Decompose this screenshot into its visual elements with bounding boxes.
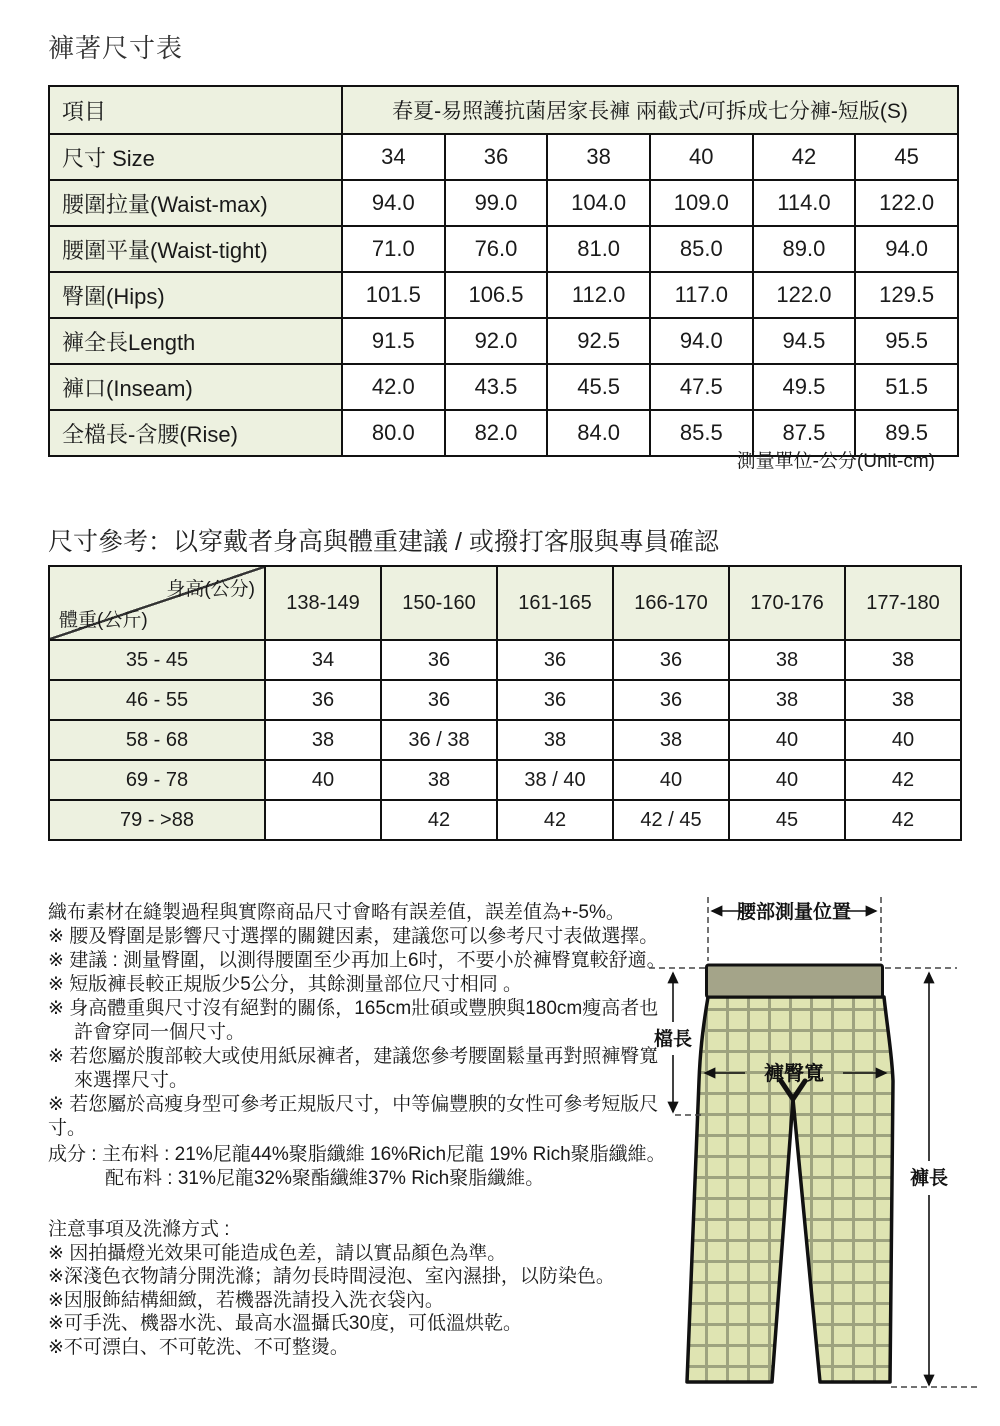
size-cell: 36 bbox=[381, 680, 497, 720]
value-cell: 94.0 bbox=[650, 318, 753, 364]
pants-outline bbox=[687, 997, 893, 1382]
pants-measurement-diagram bbox=[645, 885, 1000, 1426]
size-cell: 42 bbox=[845, 760, 961, 800]
table-row bbox=[49, 640, 961, 680]
value-cell: 101.5 bbox=[342, 272, 445, 318]
value-cell: 129.5 bbox=[855, 272, 958, 318]
value-cell: 94.0 bbox=[342, 180, 445, 226]
value-cell: 45 bbox=[855, 134, 958, 180]
value-cell: 36 bbox=[445, 134, 548, 180]
height-col-header: 170-176 bbox=[729, 566, 845, 640]
waistband bbox=[707, 965, 883, 997]
value-cell: 112.0 bbox=[547, 272, 650, 318]
note-line: ※ 若您屬於高瘦身型可參考正規版尺寸，中等偏豐腴的女性可參考短版尺寸。 bbox=[48, 1094, 659, 1139]
value-cell: 45.5 bbox=[547, 364, 650, 410]
table-row bbox=[49, 760, 961, 800]
row-label: 臀圍(Hips) bbox=[49, 272, 342, 318]
care-item: ※可手洗、機器水洗、最高水溫攝氏30度，可低溫烘乾。 bbox=[48, 1313, 523, 1334]
value-cell: 71.0 bbox=[342, 226, 445, 272]
size-cell: 36 bbox=[613, 640, 729, 680]
table-row bbox=[49, 566, 961, 640]
weight-axis-label: 體重(公斤) bbox=[59, 610, 148, 631]
value-cell: 95.5 bbox=[855, 318, 958, 364]
weight-range: 35 - 45 bbox=[49, 640, 265, 680]
size-cell: 40 bbox=[729, 760, 845, 800]
size-cell: 38 bbox=[845, 640, 961, 680]
sizing-notes bbox=[48, 901, 678, 1141]
size-cell: 34 bbox=[265, 640, 381, 680]
value-cell: 92.5 bbox=[547, 318, 650, 364]
table-row bbox=[49, 272, 958, 318]
note-line: 織布素材在縫製過程與實際商品尺寸會略有誤差值，誤差值為+-5%。 bbox=[48, 902, 625, 923]
pants-length-label: 褲長 bbox=[909, 1168, 949, 1189]
value-cell: 80.0 bbox=[342, 410, 445, 456]
page-title: 褲著尺寸表 bbox=[48, 33, 184, 63]
value-cell: 89.5 bbox=[855, 410, 958, 456]
size-cell: 38 bbox=[729, 680, 845, 720]
value-cell: 85.5 bbox=[650, 410, 753, 456]
value-cell: 106.5 bbox=[445, 272, 548, 318]
value-cell: 42.0 bbox=[342, 364, 445, 410]
table-row bbox=[49, 720, 961, 760]
size-cell: 38 bbox=[381, 760, 497, 800]
reference-table bbox=[48, 565, 962, 841]
row-label: 腰圍拉量(Waist-max) bbox=[49, 180, 342, 226]
size-cell: 38 bbox=[845, 680, 961, 720]
value-cell: 91.5 bbox=[342, 318, 445, 364]
size-cell: 36 bbox=[497, 640, 613, 680]
size-cell: 36 bbox=[613, 680, 729, 720]
note-line: 許會穿同一個尺寸。 bbox=[74, 1022, 246, 1043]
value-cell: 47.5 bbox=[650, 364, 753, 410]
size-cell: 38 bbox=[265, 720, 381, 760]
size-cell: 42 bbox=[381, 800, 497, 840]
value-cell: 34 bbox=[342, 134, 445, 180]
value-cell: 85.0 bbox=[650, 226, 753, 272]
value-cell: 40 bbox=[650, 134, 753, 180]
value-cell: 87.5 bbox=[753, 410, 856, 456]
reference-section-title: 尺寸參考：以穿戴者身高與體重建議 / 或撥打客服與專員確認 bbox=[48, 528, 719, 556]
weight-range: 79 - >88 bbox=[49, 800, 265, 840]
height-col-header: 166-170 bbox=[613, 566, 729, 640]
care-item: ※ 因拍攝燈光效果可能造成色差，請以實品顏色為準。 bbox=[48, 1242, 507, 1264]
size-cell: 42 bbox=[845, 800, 961, 840]
unit-note: 測量單位-公分(Unit-cm) bbox=[736, 451, 935, 472]
size-cell: 40 bbox=[845, 720, 961, 760]
size-cell: 40 bbox=[613, 760, 729, 800]
hip-width-label: 褲臀寬 bbox=[764, 1063, 824, 1085]
value-cell: 43.5 bbox=[445, 364, 548, 410]
value-cell: 99.0 bbox=[445, 180, 548, 226]
size-cell: 38 bbox=[613, 720, 729, 760]
size-table-item-header: 項目 bbox=[49, 86, 342, 134]
note-line: ※ 身高體重與尺寸沒有絕對的關係，165cm壯碩或豐腴與180cm瘦高者也 bbox=[48, 998, 659, 1019]
value-cell: 38 bbox=[547, 134, 650, 180]
weight-range: 46 - 55 bbox=[49, 680, 265, 720]
value-cell: 122.0 bbox=[753, 272, 856, 318]
size-cell: 42 / 45 bbox=[613, 800, 729, 840]
value-cell: 104.0 bbox=[547, 180, 650, 226]
value-cell: 122.0 bbox=[855, 180, 958, 226]
height-axis-label: 身高(公分) bbox=[166, 579, 255, 600]
size-cell: 36 bbox=[497, 680, 613, 720]
table-row bbox=[49, 800, 961, 840]
diagonal-header-cell bbox=[49, 566, 265, 640]
height-col-header: 150-160 bbox=[381, 566, 497, 640]
size-cell: 38 bbox=[497, 720, 613, 760]
value-cell: 94.5 bbox=[753, 318, 856, 364]
size-cell: 36 / 38 bbox=[381, 720, 497, 760]
value-cell: 82.0 bbox=[445, 410, 548, 456]
table-row bbox=[49, 134, 958, 180]
value-cell: 114.0 bbox=[753, 180, 856, 226]
care-item: ※不可漂白、不可乾洗、不可整燙。 bbox=[48, 1336, 349, 1358]
weight-range: 58 - 68 bbox=[49, 720, 265, 760]
value-cell: 81.0 bbox=[547, 226, 650, 272]
size-cell: 45 bbox=[729, 800, 845, 840]
size-cell: 36 bbox=[265, 680, 381, 720]
value-cell: 84.0 bbox=[547, 410, 650, 456]
value-cell: 49.5 bbox=[753, 364, 856, 410]
composition-line: 配布料 : 31%尼龍32%聚酯纖維37% Rich聚脂纖維。 bbox=[105, 1168, 545, 1189]
weight-range: 69 - 78 bbox=[49, 760, 265, 800]
size-table bbox=[48, 85, 959, 457]
value-cell: 42 bbox=[753, 134, 856, 180]
row-label: 褲全長Length bbox=[49, 318, 342, 364]
table-row bbox=[49, 86, 958, 134]
size-cell bbox=[265, 800, 381, 840]
table-row bbox=[49, 180, 958, 226]
row-label: 尺寸 Size bbox=[49, 134, 342, 180]
composition-line: 成分 : 主布料 : 21%尼龍44%聚脂纖維 16%Rich尼龍 19% Rich聚脂纖維。 bbox=[48, 1144, 666, 1165]
value-cell: 89.0 bbox=[753, 226, 856, 272]
note-line: ※ 腰及臀圍是影響尺寸選擇的關鍵因素，建議您可以參考尺寸表做選擇。 bbox=[48, 926, 659, 947]
row-label: 褲口(Inseam) bbox=[49, 364, 342, 410]
waist-measure-label: 腰部測量位置 bbox=[736, 902, 852, 923]
size-cell: 38 bbox=[729, 640, 845, 680]
height-col-header: 138-149 bbox=[265, 566, 381, 640]
rise-label: 檔長 bbox=[653, 1029, 693, 1050]
table-row bbox=[49, 226, 958, 272]
row-label: 全檔長-含腰(Rise) bbox=[49, 410, 342, 456]
size-cell: 40 bbox=[729, 720, 845, 760]
row-label: 腰圍平量(Waist-tight) bbox=[49, 226, 342, 272]
note-line: 來選擇尺寸。 bbox=[74, 1070, 189, 1091]
table-row bbox=[49, 680, 961, 720]
care-item: ※深淺色衣物請分開洗滌；請勿長時間浸泡、室內濕掛，以防染色。 bbox=[48, 1266, 615, 1287]
value-cell: 51.5 bbox=[855, 364, 958, 410]
size-cell: 42 bbox=[497, 800, 613, 840]
value-cell: 109.0 bbox=[650, 180, 753, 226]
note-line: ※ 若您屬於腹部較大或使用紙尿褲者，建議您參考腰圍鬆量再對照褲臀寬 bbox=[48, 1046, 659, 1067]
value-cell: 117.0 bbox=[650, 272, 753, 318]
size-cell: 40 bbox=[265, 760, 381, 800]
care-instructions bbox=[48, 1218, 668, 1359]
table-row bbox=[49, 318, 958, 364]
fabric-composition bbox=[48, 1143, 688, 1191]
care-title: 注意事項及洗滌方式 : bbox=[48, 1219, 230, 1240]
value-cell: 94.0 bbox=[855, 226, 958, 272]
height-col-header: 177-180 bbox=[845, 566, 961, 640]
value-cell: 92.0 bbox=[445, 318, 548, 364]
size-cell: 38 / 40 bbox=[497, 760, 613, 800]
table-row bbox=[49, 364, 958, 410]
value-cell: 76.0 bbox=[445, 226, 548, 272]
height-col-header: 161-165 bbox=[497, 566, 613, 640]
care-item: ※因服飾結構細緻，若機器洗請投入洗衣袋內。 bbox=[48, 1289, 444, 1311]
note-line: ※ 短版褲長較正規版少5公分，其餘測量部位尺寸相同 。 bbox=[48, 974, 523, 995]
size-table-product-header: 春夏-易照護抗菌居家長褲 兩截式/可拆成七分褲-短版(S) bbox=[342, 86, 958, 134]
size-cell: 36 bbox=[381, 640, 497, 680]
note-line: ※ 建議 : 測量臀圍，以測得腰圍至少再加上6吋，不要小於褲臀寬較舒適。 bbox=[48, 950, 666, 971]
